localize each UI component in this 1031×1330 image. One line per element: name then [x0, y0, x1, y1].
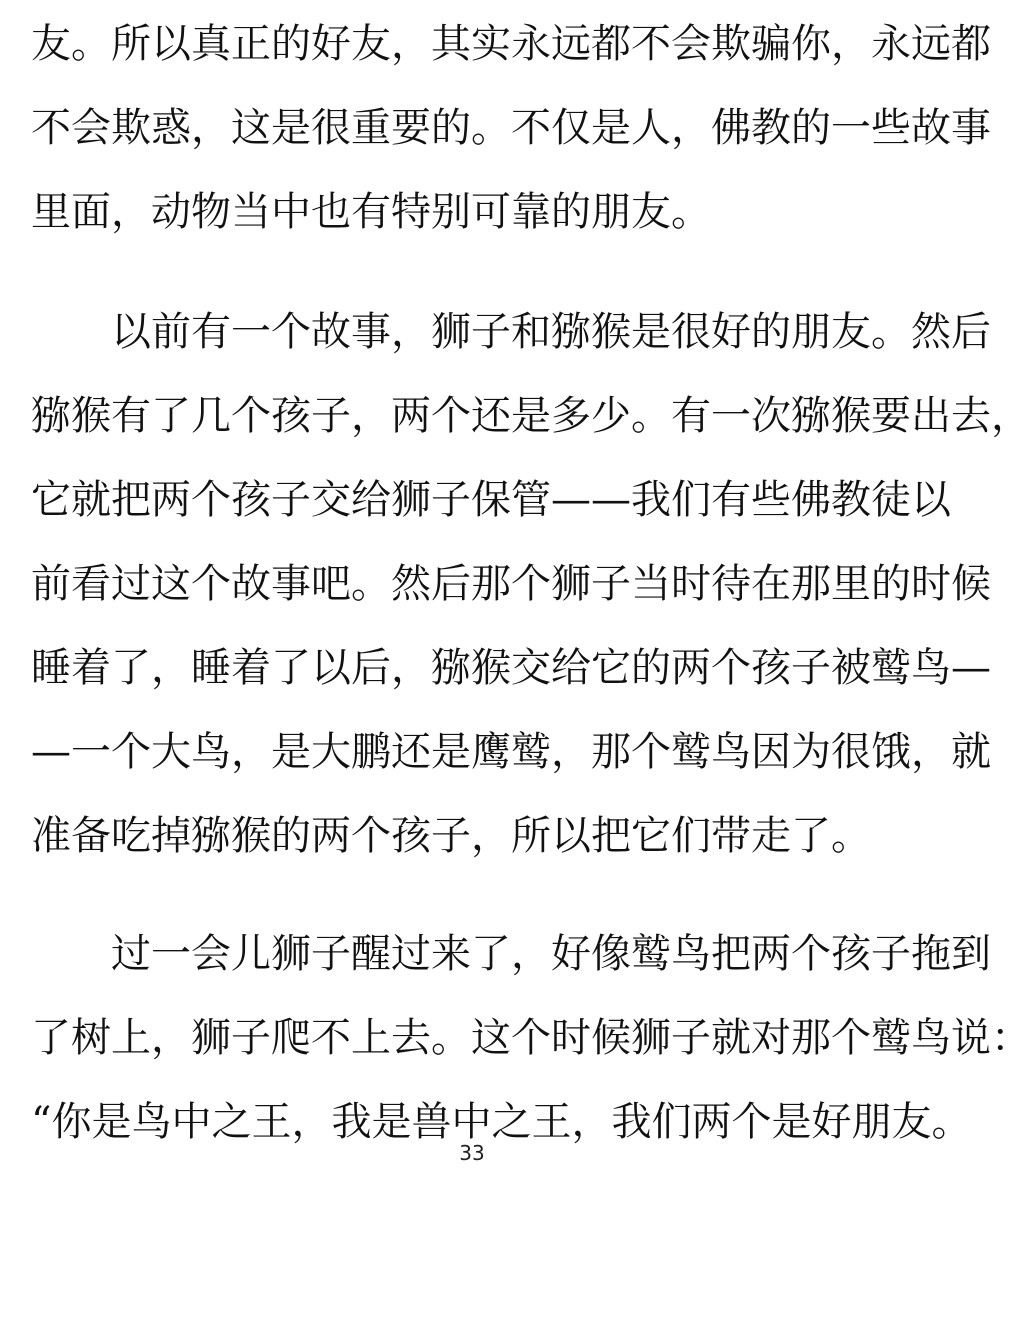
text-line: 友。所以真正的好友，其实永远都不会欺骗你，永远都	[31, 21, 991, 67]
page-number: 33	[459, 1141, 485, 1165]
text-line: 过一会儿狮子醒过来了，好像鹫鸟把两个孩子拖到	[31, 931, 991, 977]
text-line: —一个大鸟，是大鹏还是鹰鹫，那个鹫鸟因为很饿，就	[31, 729, 991, 775]
text-line: 它就把两个孩子交给狮子保管——我们有些佛教徒以	[31, 477, 951, 523]
text-line: 里面，动物当中也有特别可靠的朋友。	[31, 189, 711, 235]
text-line: 不会欺惑，这是很重要的。不仅是人，佛教的一些故事	[31, 105, 991, 151]
text-line: 睡着了，睡着了以后，猕猴交给它的两个孩子被鹫鸟—	[31, 645, 991, 691]
text-line: 猕猴有了几个孩子，两个还是多少。有一次猕猴要出去，	[31, 393, 1031, 439]
text-line: 以前有一个故事，狮子和猕猴是很好的朋友。然后	[31, 309, 991, 355]
text-line: “你是鸟中之王，我是兽中之王，我们两个是好朋友。	[31, 1099, 972, 1145]
text-line: 了树上，狮子爬不上去。这个时候狮子就对那个鹫鸟说：	[31, 1015, 1031, 1061]
text-line: 前看过这个故事吧。然后那个狮子当时待在那里的时候	[31, 561, 991, 607]
text-line: 准备吃掉猕猴的两个孩子，所以把它们带走了。	[31, 813, 871, 859]
